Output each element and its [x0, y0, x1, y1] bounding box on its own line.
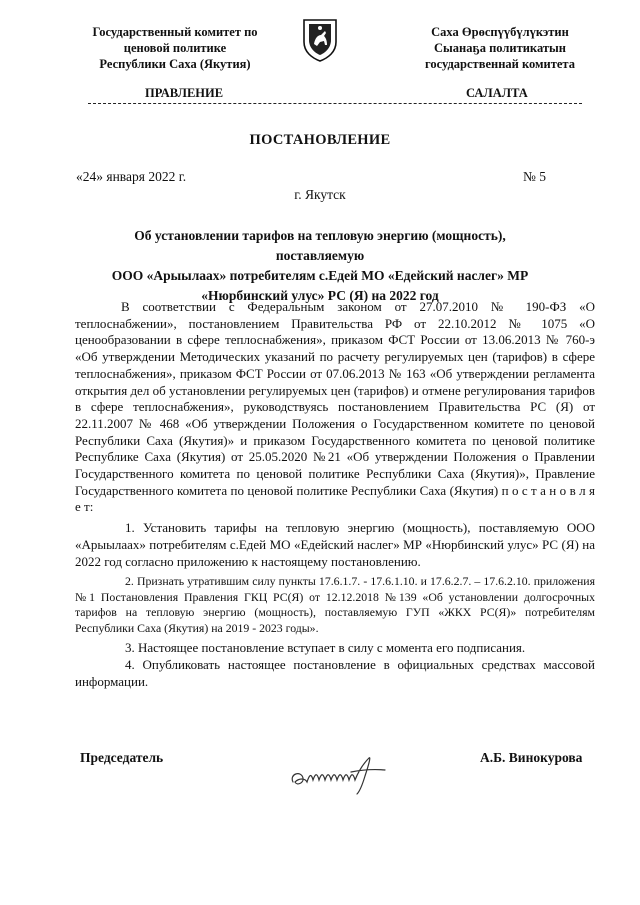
signatory-position: Председатель [80, 750, 164, 765]
header-left-line: Республики Саха (Якутия) [99, 57, 251, 71]
preamble-paragraph: В соответствии с Федеральным законом от 27.07.2010 № 190-ФЗ «О теплоснабжении», постановлением Правительства РФ от 22.10.2012 № 1075 «О ценообразовании в сфере теплоснабжения», приказом ФСТ России от 13.06.2013 № 760-э «Об утверждении Методических указаний по расчету регулируемых цен (тарифов) в сфере теплоснабжения», приказом ФСТ России от 07.06.2013 № 163 «Об утверждении регламента открытия дел об установлении регулируемых цен (тарифов) и отмене регулирования тарифов в сфере теплоснабжения», руководствуясь постановлением Правительства РС (Я) от 22.11.2007 № 468 «Об утверждении Положения о Государственном комитете по ценовой Республики Саха (Якутия)» и приказом Государственного комитета по ценовой политике Республике Саха (Якутия) от 25.05.2020 №21 «Об утверждении Положения о Правлении Государственного комитета по ценовой политике Республики Саха (Якутия)», Правление Государственного комитета по ценовой политике Республики Саха (Якутия) п о с т а н о в л я е т: [75, 299, 595, 515]
document-city: г. Якутск [294, 187, 346, 202]
header-right-organization [405, 24, 595, 72]
document-date: «24» января 2022 г. [76, 169, 187, 184]
document-subject [90, 226, 550, 306]
resolution-item-2: 2. Признать утратившим силу пункты 17.6.1.7. - 17.6.1.10. и 17.6.2.7. – 17.6.2.10. приложения №1 Постановления Правления ГКЦ РС(Я) от 12.12.2018 №139 «Об установлении долгосрочных тарифов на тепловую энергию (мощность), поставляемую ГУП «ЖКХ РС(Я)» потребителям Республики Саха (Якутия) на 2019 - 2023 годы». [75, 574, 595, 635]
document-number: № 5 [523, 169, 547, 184]
header-left-line: Государственный комитет по [92, 25, 258, 39]
header-left-line: ценовой политике [123, 41, 227, 55]
subject-line: «Нюрбинский улус» РС (Я) на 2022 год [201, 288, 439, 303]
subject-line: ООО «Арыылаах» потребителям с.Едей МО «Едейский наслег» МР [111, 268, 529, 283]
header-left-organization [70, 24, 280, 72]
document-title: ПОСТАНОВЛЕНИЕ [249, 132, 391, 148]
board-label-yakut: САЛАЛТА [466, 86, 528, 100]
header-right-line: Саха Өрөспүүбүлүкэтин [431, 25, 569, 39]
resolution-item-3: 3. Настоящее постановление вступает в силу с момента его подписания. [125, 640, 526, 656]
header-right-line: Сыанаҕа политикатын [434, 41, 566, 55]
subject-line: Об установлении тарифов на тепловую энергию (мощность), поставляемую [134, 228, 506, 263]
header-right-line: государственнай комитета [425, 57, 575, 71]
coat-of-arms-icon [300, 18, 340, 62]
document-body [75, 299, 595, 690]
header-divider [88, 103, 582, 104]
resolution-item-1: 1. Установить тарифы на тепловую энергию (мощность), поставляемую ООО «Арыылаах» потребителям с.Едей МО «Едейский наслег» МР «Нюрбинский улус» РС (Я) на 2022 год согласно приложению к настоящему постановлению. [75, 520, 595, 569]
signatory-name: А.Б. Винокурова [480, 750, 583, 765]
board-label-russian: ПРАВЛЕНИЕ [145, 86, 224, 100]
handwritten-signature-icon [285, 752, 400, 796]
resolution-item-4: 4. Опубликовать настоящее постановление в официальных средствах массовой информации. [75, 656, 595, 689]
